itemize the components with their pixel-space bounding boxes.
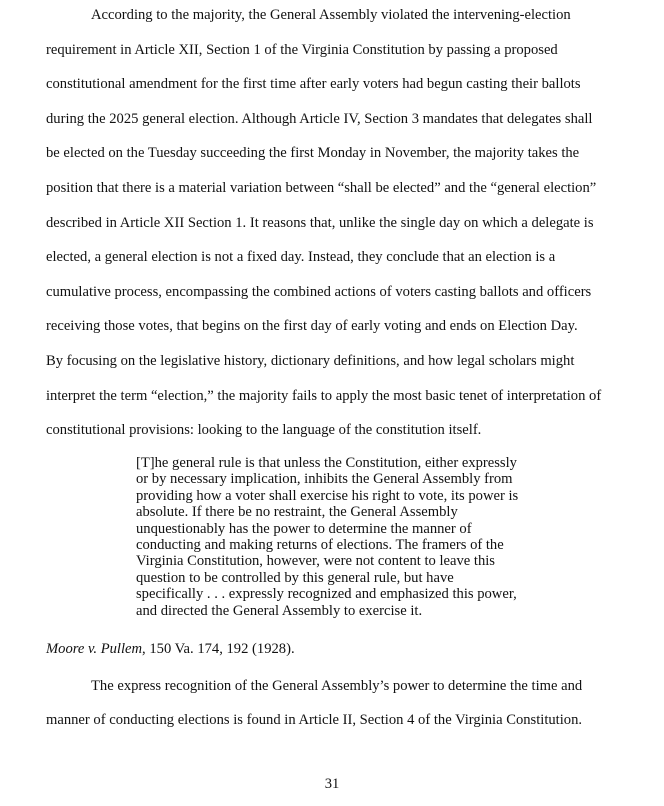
quote-line-8: question to be controlled by this general rule, but have bbox=[136, 569, 454, 586]
paragraph1-line-1: According to the majority, the General Assembly violated the intervening-election bbox=[91, 7, 571, 23]
paragraph1-line-12: interpret the term “election,” the majority fails to apply the most basic tenet of interpretation of bbox=[46, 387, 602, 404]
paragraph1-line-2: requirement in Article XII, Section 1 of the Virginia Constitution by passing a proposed bbox=[46, 41, 558, 58]
page-number: 31 bbox=[324, 776, 340, 792]
quote-line-4: absolute. If there be no restraint, the General Assembly bbox=[136, 504, 458, 521]
quote-line-5: unquestionably has the power to determine the manner of bbox=[136, 520, 472, 537]
quote-line-6: conducting and making returns of elections. The framers of the bbox=[136, 537, 504, 553]
paragraph1-line-3: constitutional amendment for the first time after early voters had begun casting their ballots bbox=[46, 76, 581, 93]
quote-line-9: specifically . . . expressly recognized and emphasized this power, bbox=[136, 586, 517, 603]
paragraph1-line-10: receiving those votes, that begins on the first day of early voting and ends on Election Day. bbox=[46, 318, 578, 335]
reporter-citation: , 150 Va. 174, 192 (1928). bbox=[142, 641, 295, 657]
citation bbox=[46, 641, 295, 658]
paragraph1-line-13: constitutional provisions: looking to the language of the constitution itself. bbox=[46, 422, 482, 439]
paragraph2-line-1: The express recognition of the General Assembly’s power to determine the time and bbox=[91, 678, 583, 694]
paragraph2-line-2: manner of conducting elections is found in Article II, Section 4 of the Virginia Constitution. bbox=[46, 712, 583, 728]
quote-line-10: and directed the General Assembly to exercise it. bbox=[136, 602, 423, 619]
paragraph1-line-5: be elected on the Tuesday succeeding the first Monday in November, the majority takes the bbox=[46, 145, 580, 162]
quote-line-1: [T]he general rule is that unless the Constitution, either expressly bbox=[136, 455, 517, 471]
quote-line-3: providing how a voter shall exercise his right to vote, its power is bbox=[136, 487, 519, 504]
quote-line-7: Virginia Constitution, however, were not content to leave this bbox=[136, 553, 495, 570]
case-name: Moore v. Pullem bbox=[46, 641, 143, 657]
paragraph1-line-7: described in Article XII Section 1. It reasons that, unlike the single day on which a delegate is bbox=[46, 214, 594, 231]
quote-line-2: or by necessary implication, inhibits the General Assembly from bbox=[136, 471, 513, 488]
paragraph1-line-11: By focusing on the legislative history, dictionary definitions, and how legal scholars might bbox=[46, 353, 575, 369]
paragraph1-line-6: position that there is a material variation between “shall be elected” and the “general election” bbox=[46, 180, 597, 196]
paragraph1-line-9: cumulative process, encompassing the combined actions of voters casting ballots and officers bbox=[46, 283, 592, 300]
paragraph1-line-8: elected, a general election is not a fixed day. Instead, they conclude that an election is a bbox=[46, 249, 556, 266]
paragraph1-line-4: during the 2025 general election. Although Article IV, Section 3 mandates that delegates shall bbox=[46, 110, 593, 127]
